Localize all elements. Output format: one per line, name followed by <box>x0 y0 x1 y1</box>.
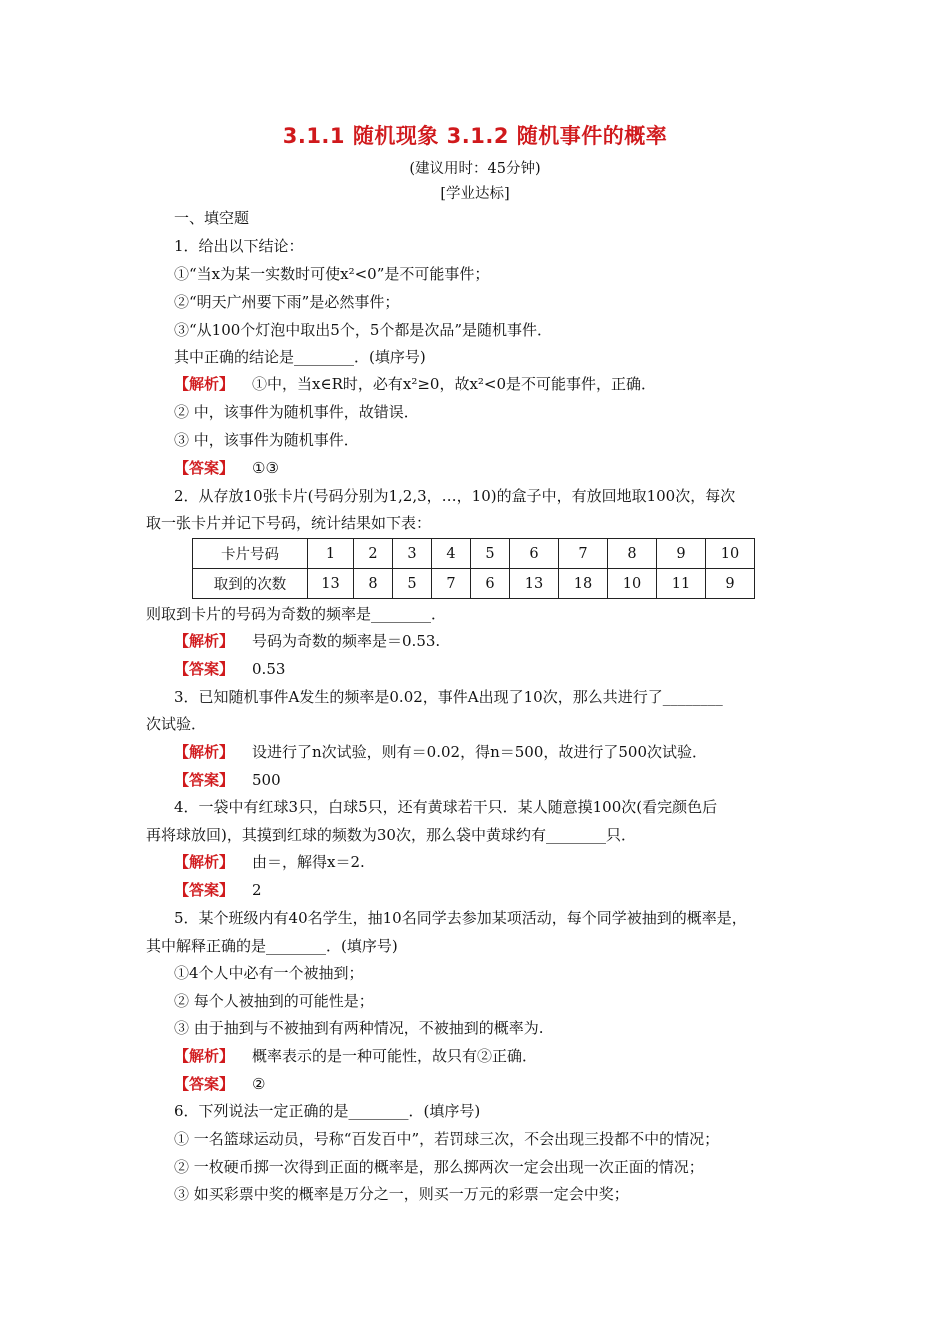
section-label: [学业达标] <box>440 186 510 202</box>
answer-tag: 【答案】 <box>174 1075 235 1093</box>
q6-item-2: ② 一枚硬币掷一次得到正面的概率是，那么掷两次一定会出现一次正面的情况； <box>174 1158 704 1176</box>
table-row <box>193 539 755 569</box>
q1-analysis-2: ② 中，该事件为随机事件，故错误． <box>174 403 419 421</box>
q5-item-1: ①4个人中必有一个被抽到； <box>174 964 364 982</box>
analysis-tag: 【解析】 <box>174 1047 235 1065</box>
table-cell: 5 <box>471 539 510 569</box>
table-cell: 8 <box>608 539 657 569</box>
table-cell: 10 <box>608 569 657 599</box>
analysis-tag: 【解析】 <box>174 632 235 650</box>
page-title: 3.1.1 随机现象 3.1.2 随机事件的概率 <box>282 124 668 148</box>
table-row-header: 取到的次数 <box>193 569 308 599</box>
answer-tag: 【答案】 <box>174 459 235 477</box>
q1-stem: 1．给出以下结论： <box>174 237 304 255</box>
q1-item-2: ②“明天广州要下雨”是必然事件； <box>174 293 400 311</box>
q1-item-3: ③“从100个灯泡中取出5个，5个都是次品”是随机事件． <box>174 321 553 339</box>
table-row <box>193 569 755 599</box>
q4-answer-line <box>174 880 262 900</box>
q6-item-3: ③ 如买彩票中奖的概率是万分之一，则买一万元的彩票一定会中奖； <box>174 1185 629 1203</box>
table-cell: 7 <box>559 539 608 569</box>
q2-ask: 则取到卡片的号码为奇数的频率是________． <box>146 605 447 623</box>
table-row-header: 卡片号码 <box>193 539 308 569</box>
q3-answer-line <box>174 770 281 790</box>
q6-stem: 6．下列说法一定正确的是________．(填序号) <box>174 1102 481 1120</box>
q5-answer-line <box>174 1074 265 1094</box>
table-cell: 6 <box>471 569 510 599</box>
q2-analysis-line <box>174 631 440 651</box>
q5-item-2: ② 每个人被抽到的可能性是； <box>174 992 374 1010</box>
table-cell: 18 <box>559 569 608 599</box>
table-cell: 3 <box>393 539 432 569</box>
q3-analysis: 设进行了n次试验，则有＝0.02，得n＝500，故进行了500次试验． <box>252 743 707 761</box>
q1-answer: ①③ <box>252 459 279 477</box>
q5-stem-2: 其中解释正确的是________．(填序号) <box>146 937 398 955</box>
q1-analysis-line <box>174 374 656 394</box>
q1-ask: 其中正确的结论是________．(填序号) <box>174 348 426 366</box>
q5-analysis-line <box>174 1046 537 1066</box>
q2-analysis: 号码为奇数的频率是＝0.53. <box>252 632 441 650</box>
q5-answer: ② <box>252 1075 266 1093</box>
q2-stem-1: 2．从存放10张卡片(号码分别为1,2,3，…，10)的盒子中，有放回地取100次，每次 <box>174 487 736 505</box>
q2-answer-line <box>174 659 285 679</box>
table-cell: 10 <box>706 539 755 569</box>
analysis-tag: 【解析】 <box>174 375 235 393</box>
q5-stem-1: 5．某个班级内有40名学生，抽10名同学去参加某项活动，每个同学被抽到的概率是， <box>174 909 747 927</box>
q4-stem-2: 再将球放回)，其摸到红球的频数为30次，那么袋中黄球约有________只． <box>146 826 636 844</box>
table-cell: 6 <box>510 539 559 569</box>
answer-tag: 【答案】 <box>174 771 235 789</box>
q1-answer-line <box>174 458 279 478</box>
table-cell: 4 <box>432 539 471 569</box>
q2-stem-2: 取一张卡片并记下号码，统计结果如下表： <box>146 514 432 532</box>
part-heading: 一、填空题 <box>174 209 250 227</box>
answer-tag: 【答案】 <box>174 660 235 678</box>
table-cell: 1 <box>308 539 354 569</box>
table-cell: 11 <box>657 569 706 599</box>
q4-analysis: 由＝，解得x＝2. <box>252 853 365 871</box>
q2-answer: 0.53 <box>252 660 286 678</box>
table-cell: 8 <box>354 569 393 599</box>
card-count-table <box>192 538 755 599</box>
q3-analysis-line <box>174 742 707 762</box>
q1-analysis-3: ③ 中，该事件为随机事件． <box>174 431 359 449</box>
table-cell: 7 <box>432 569 471 599</box>
analysis-tag: 【解析】 <box>174 853 235 871</box>
q3-stem-1: 3．已知随机事件A发生的频率是0.02，事件A出现了10次，那么共进行了________ <box>174 688 723 706</box>
q1-item-1: ①“当x为某一实数时可使x²<0”是不可能事件； <box>174 265 490 283</box>
answer-tag: 【答案】 <box>174 881 235 899</box>
q6-item-1: ① 一名篮球运动员，号称“百发百中”，若罚球三次，不会出现三投都不中的情况； <box>174 1130 720 1148</box>
q4-answer: 2 <box>252 881 262 899</box>
table-cell: 5 <box>393 569 432 599</box>
time-hint: (建议用时：45分钟) <box>409 161 541 177</box>
q3-answer: 500 <box>252 771 281 789</box>
analysis-tag: 【解析】 <box>174 743 235 761</box>
q1-analysis-1: ①中，当x∈R时，必有x²≥0，故x²<0是不可能事件，正确． <box>252 375 657 393</box>
q4-analysis-line <box>174 852 365 872</box>
q3-stem-2: 次试验． <box>146 715 207 733</box>
table-cell: 13 <box>510 569 559 599</box>
table-cell: 9 <box>657 539 706 569</box>
q5-item-3: ③ 由于抽到与不被抽到有两种情况，不被抽到的概率为. <box>174 1019 544 1037</box>
q4-stem-1: 4．一袋中有红球3只，白球5只，还有黄球若干只．某人随意摸100次(看完颜色后 <box>174 798 718 816</box>
table-cell: 13 <box>308 569 354 599</box>
q5-analysis: 概率表示的是一种可能性，故只有②正确． <box>252 1047 538 1065</box>
table-cell: 9 <box>706 569 755 599</box>
table-cell: 2 <box>354 539 393 569</box>
